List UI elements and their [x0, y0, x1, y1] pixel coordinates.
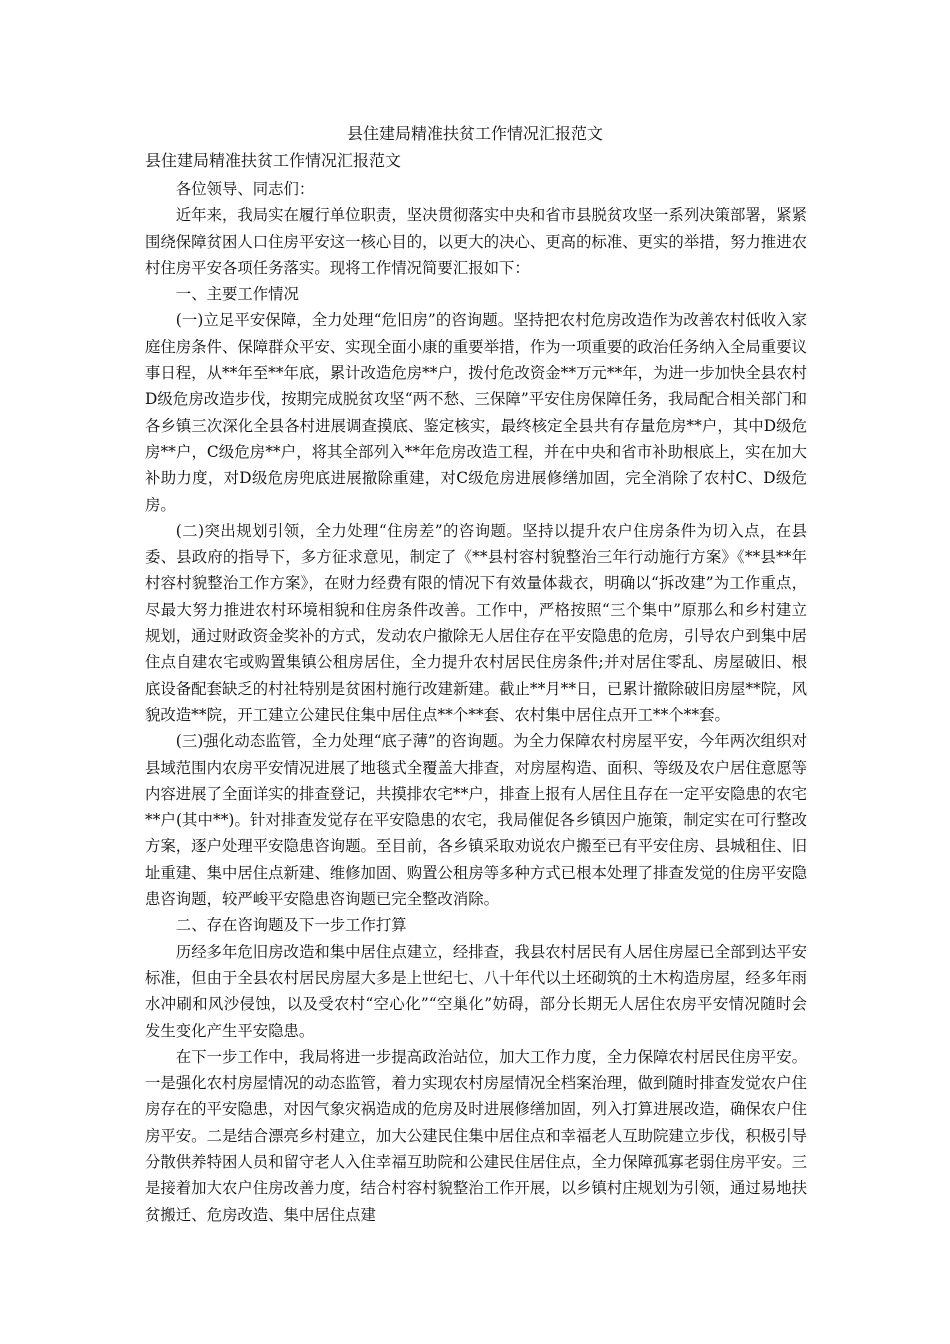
salutation: 各位领导、同志们： — [175, 180, 315, 198]
document-subtitle: 县住建局精准扶贫工作情况汇报范文 — [145, 151, 402, 170]
body-paragraph: (一)立足平安保障，全力处理“危旧房”的咨询题。坚持把农村危房改造作为改善农村低收入家庭住房条件、保障群众平安、实现全面小康的重要举措，作为一项重要的政治任务纳入全局重要议事日程，从**年至**年底，累计改造危房**户，拨付危改资金**万元**年，为进一步加快全县农村D级危房改造步伐，按期完成脱贫攻坚“两不愁、三保障”平安住房保障任务，我局配合相关部门和各乡镇三次深化全县各村进展调查摸底、鉴定核实，最终核定全县共有存量危房**户，其中D级危房**户，C级危房**户，将其全部列入**年危房改造工程，并在中央和省市补助根底上，实在加大补助力度，对D级危房兜底进展撤除重建，对C级危房进展修缮加固，完全消除了农村C、D级危房。 — [145, 311, 807, 514]
intro-paragraph: 近年来，我局实在履行单位职责，坚决贯彻落实中央和省市县脱贫攻坚一系列决策部署，紧紧围绕保障贫困人口住房平安这一核心目的，以更大的决心、更高的标准、更实的举措，努力推进农村住房平安各项任务落实。现将工作情况简要汇报如下： — [145, 206, 807, 277]
document-body — [145, 176, 807, 1228]
body-paragraph: (三)强化动态监管，全力处理“底子薄”的咨询题。为全力保障农村房屋平安，今年两次组织对县域范围内农房平安情况进展了地毯式全覆盖大排查，对房屋构造、面积、等级及农户居住意愿等内容进展了全面详实的排查登记，共摸排农宅**户，排查上报有人居住且存在一定平安隐患的农宅**户(其中**)。针对排查发觉存在平安隐患的农宅，我局催促各乡镇因户施策，制定实在可行整改方案，逐户处理平安隐患咨询题。至目前，各乡镇采取劝说农户搬至已有平安住房、县城租住、旧址重建、集中居住点新建、维修加固、购置公租房等多种方式已根本处理了排查发觉的住房平安隐患咨询题，较严峻平安隐患咨询题已完全整改消除。 — [145, 732, 807, 909]
section-heading-2: 二、存在咨询题及下一步工作打算 — [175, 916, 407, 935]
body-paragraph: (二)突出规划引领，全力处理“住房差”的咨询题。坚持以提升农户住房条件为切入点，在县委、县政府的指导下，多方征求意见，制定了《**县村容村貌整治三年行动施行方案》《**县**年村容村貌整治工作方案》，在财力经费有限的情况下有效量体裁衣，明确以“拆改建”为工作重点，尽最大努力推进农村环境相貌和住房条件改善。工作中，严格按照“三个集中”原那么和乡村建立规划，通过财政资金奖补的方式，发动农户撤除无人居住存在平安隐患的危房，引导农户到集中居住点自建农宅或购置集镇公租房居住，全力提升农村居民住房条件;并对居住零乱、房屋破旧、根底设备配套缺乏的村社特别是贫困村施行改建新建。截止**月**日，已累计撤除破旧房屋**院，风貌改造**院，开工建立公建民住集中居住点**个**套、农村集中居住点开工**个**套。 — [145, 521, 807, 724]
section-heading-1: 一、主要工作情况 — [175, 285, 299, 304]
body-paragraph: 历经多年危旧房改造和集中居住点建立，经排查，我县农村居民有人居住房屋已全部到达平安标准，但由于全县农村居民房屋大多是上世纪七、八十年代以土坯砌筑的土木构造房屋，经多年雨水冲刷和风沙侵蚀，以及受农村“空心化”“空巢化”妨碍，部分长期无人居住农房平安情况随时会发生变化产生平安隐患。 — [145, 942, 807, 1040]
body-paragraph: 在下一步工作中，我局将进一步提高政治站位，加大工作力度，全力保障农村居民住房平安。一是强化农村房屋情况的动态监管，着力实现农村房屋情况全档案治理，做到随时排查发觉农户住房存在的平安隐患，对因气象灾祸造成的危房及时进展修缮加固，列入打算进展改造，确保农户住房平安。二是结合漂亮乡村建立，加大公建民住集中居住点和幸福老人互助院建立步伐，积极引导分散供养特困人员和留守老人入住幸福互助院和公建民住居住点，全力保障孤寡老弱住房平安。三是接着加大农户住房改善力度，结合村容村貌整治工作开展，以乡镇村庄规划为引领，通过易地扶贫搬迁、危房改造、集中居住点建 — [145, 1047, 807, 1224]
document-title: 县住建局精准扶贫工作情况汇报范文 — [346, 124, 603, 143]
